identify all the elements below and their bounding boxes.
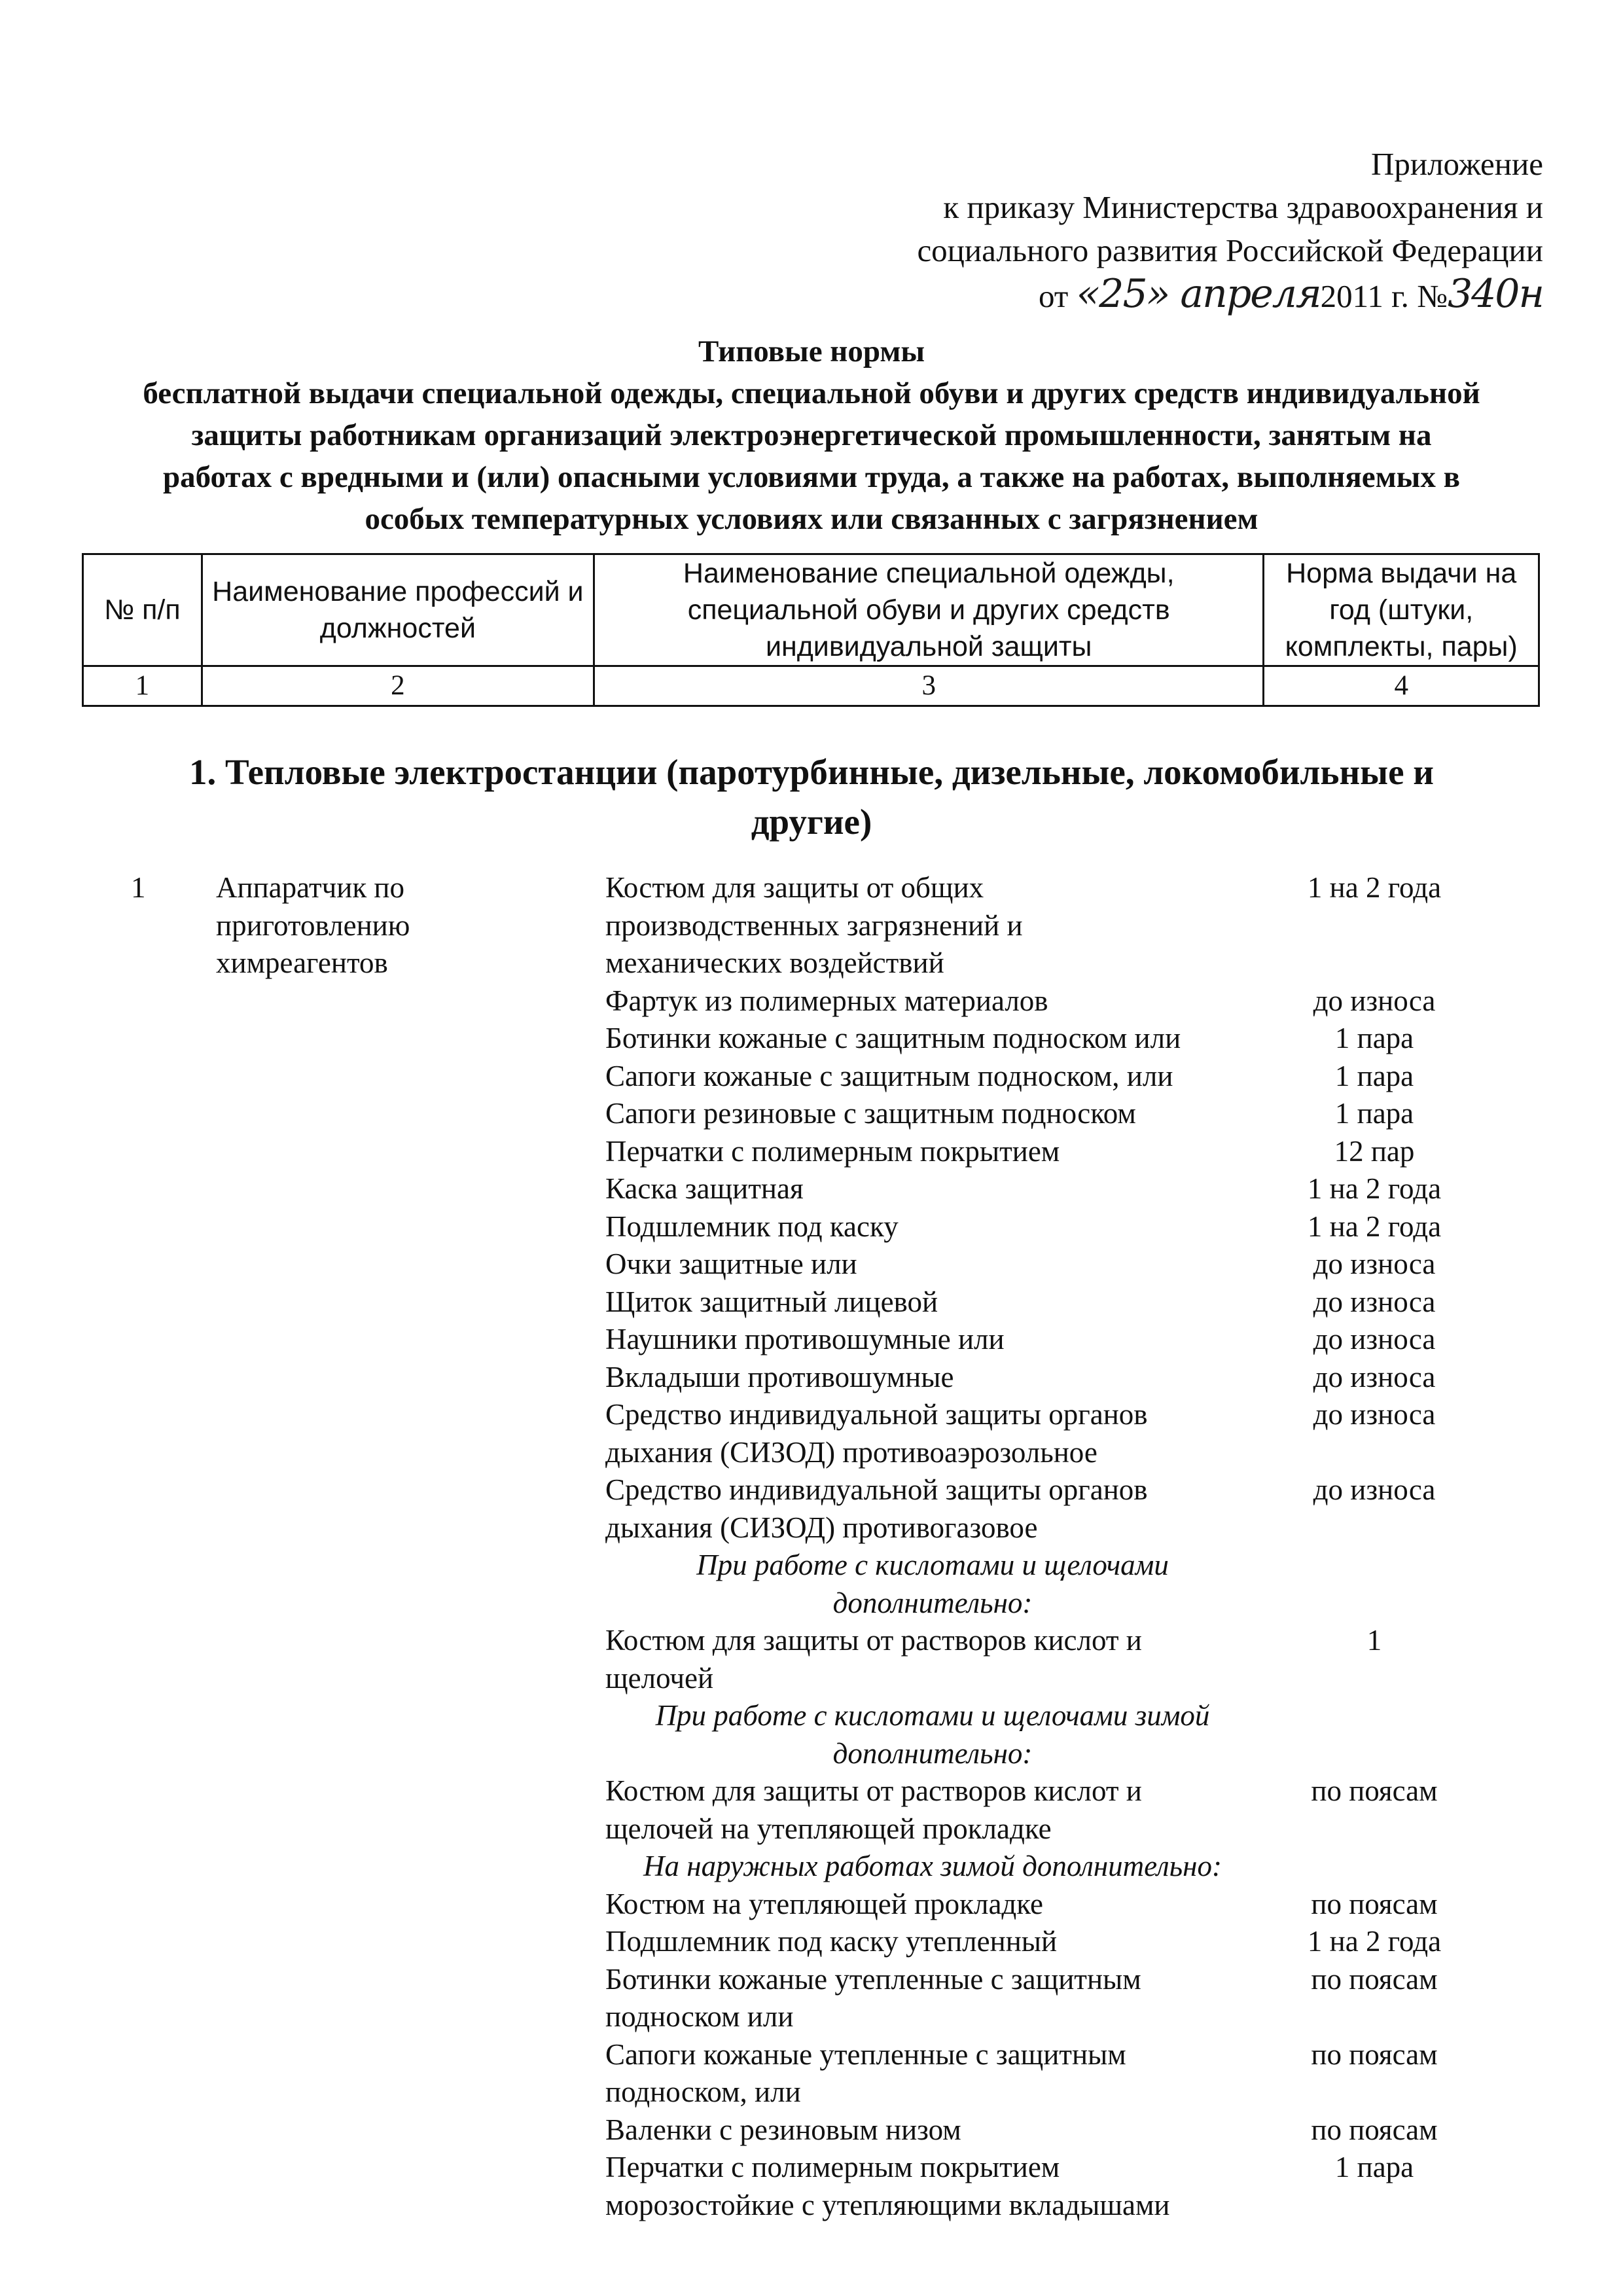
issue-norm: по поясам (1311, 1962, 1438, 1996)
issue-norm: 1 на 2 года (1307, 1925, 1442, 1958)
equipment-name-line: Перчатки с полимерным покрытием (605, 1134, 1060, 1168)
issue-norm: 1 пара (1334, 2151, 1414, 2183)
section-heading (85, 747, 1538, 847)
column-number: 4 (1264, 666, 1539, 706)
document-title (85, 331, 1538, 540)
equipment-name (605, 1095, 1260, 1133)
header-number: № п/п (83, 554, 202, 666)
equipment-name (605, 869, 1260, 982)
issue-norm: до износа (1313, 1247, 1436, 1280)
appendix-block (917, 143, 1543, 318)
equipment-item (605, 1359, 1489, 1397)
issue-norm: по поясам (1311, 1887, 1438, 1920)
column-number: 2 (202, 666, 594, 706)
equipment-name (605, 1886, 1260, 1924)
condition-note-line: При работе с кислотами и щелочами (696, 1549, 1169, 1581)
condition-note (605, 1697, 1260, 1772)
equipment-item (605, 1923, 1489, 1961)
equipment-name (605, 1208, 1260, 1246)
equipment-item (605, 1246, 1489, 1283)
equipment-item (605, 1886, 1489, 1924)
equipment-name (605, 1396, 1260, 1471)
equipment-name-line: Фартук из полимерных материалов (605, 984, 1048, 1017)
equipment-item (605, 1772, 1489, 1848)
number-prefix: № (1417, 278, 1448, 314)
condition-note (605, 1547, 1260, 1622)
equipment-item (605, 2149, 1489, 2224)
equipment-name-line: Костюм для защиты от растворов кислот и (605, 1624, 1142, 1657)
equipment-name-line: Костюм на утепляющей прокладке (605, 1887, 1044, 1920)
equipment-name-line: Средство индивидуальной защиты органов (605, 1473, 1148, 1506)
profession-line: химреагентов (216, 946, 388, 979)
order-date-line (917, 272, 1543, 318)
equipment-name (605, 1961, 1260, 2036)
equipment-item (605, 1020, 1489, 1058)
issue-norm: 1 на 2 года (1307, 871, 1442, 904)
profession-name (216, 869, 556, 982)
issue-norm: 1 пара (1334, 1022, 1414, 1054)
equipment-item (605, 1095, 1489, 1133)
equipment-name-line: щелочей на утепляющей прокладке (605, 1812, 1052, 1845)
date-prefix: от (1039, 278, 1069, 314)
issue-norm: до износа (1313, 1398, 1436, 1431)
equipment-name-line: Подшлемник под каску утепленный (605, 1925, 1058, 1958)
handwritten-order-number: 340н (1447, 271, 1543, 317)
handwritten-date: «25» апреля (1076, 271, 1321, 317)
issue-norm: 1 пара (1334, 1059, 1414, 1092)
issue-norm: до износа (1313, 1285, 1436, 1318)
equipment-name-line: Вкладыши противошумные (605, 1360, 954, 1393)
equipment-item (605, 1396, 1489, 1471)
appendix-order-ref: к приказу Министерства здравоохранения и (943, 189, 1543, 225)
issue-norm: по поясам (1311, 2113, 1438, 2146)
title-line-4: работах с вредными и (или) опасными условиями труда, а также на работах, выполняемых в (163, 460, 1460, 494)
equipment-list (605, 869, 1489, 2224)
issue-norm: 1 (1366, 1624, 1382, 1657)
equipment-name (605, 1359, 1260, 1397)
equipment-name (605, 1283, 1260, 1321)
appendix-ministry: социального развития Российской Федерации (917, 232, 1543, 268)
issue-norm: до износа (1313, 1473, 1436, 1506)
equipment-name-line: Каска защитная (605, 1172, 804, 1205)
equipment-name-line: дыхания (СИЗОД) противоаэрозольное (605, 1435, 1097, 1469)
issue-norm: до износа (1313, 984, 1436, 1017)
condition-note (605, 1848, 1260, 1886)
equipment-name-line: Перчатки с полимерным покрытием (605, 2151, 1060, 2183)
equipment-item (605, 2036, 1489, 2111)
equipment-name (605, 1471, 1260, 1547)
equipment-item (605, 1321, 1489, 1359)
equipment-name-line: Ботинки кожаные с защитным подноском или (605, 1022, 1181, 1054)
equipment-name (605, 1923, 1260, 1961)
equipment-name-line: Наушники противошумные или (605, 1323, 1005, 1355)
condition-note-line: дополнительно: (832, 1586, 1033, 1619)
equipment-item (605, 1170, 1489, 1208)
condition-note-line: дополнительно: (832, 1736, 1033, 1770)
issue-norm: 1 пара (1334, 1097, 1414, 1130)
equipment-item (605, 869, 1489, 982)
equipment-name (605, 1020, 1260, 1058)
title-line-3: защиты работникам организаций электроэнергетической промышленности, занятым на (191, 418, 1432, 452)
section-heading-line-1: 1. Тепловые электростанции (паротурбинные, дизельные, локомобильные и (189, 752, 1434, 792)
equipment-name (605, 2149, 1260, 2224)
title-line-2: бесплатной выдачи специальной одежды, специальной обуви и других средств индивидуальной (143, 376, 1480, 410)
equipment-name-line: Валенки с резиновым низом (605, 2113, 961, 2146)
equipment-name (605, 2036, 1260, 2111)
equipment-item (605, 2111, 1489, 2149)
equipment-item (605, 1961, 1489, 2036)
equipment-name-line: подноском, или (605, 2075, 801, 2108)
equipment-item (605, 1471, 1489, 1547)
equipment-name-line: дыхания (СИЗОД) противогазовое (605, 1511, 1038, 1544)
equipment-name-line: Щиток защитный лицевой (605, 1285, 938, 1318)
equipment-name-line: механических воздействий (605, 946, 944, 979)
equipment-name-line: производственных загрязнений и (605, 908, 1023, 942)
equipment-name-line: Костюм для защиты от растворов кислот и (605, 1774, 1142, 1807)
equipment-name-line: Сапоги кожаные утепленные с защитным (605, 2037, 1126, 2071)
header-equipment: Наименование специальной одежды, специальной обуви и других средств индивидуальной защиты (594, 554, 1264, 666)
equipment-item (605, 1058, 1489, 1096)
equipment-name (605, 1622, 1260, 1697)
column-number: 1 (83, 666, 202, 706)
equipment-name-line: Очки защитные или (605, 1247, 857, 1280)
equipment-name-line: Средство индивидуальной защиты органов (605, 1398, 1148, 1431)
appendix-label: Приложение (1371, 146, 1543, 182)
equipment-name-line: щелочей (605, 1661, 714, 1695)
equipment-name-line: Костюм для защиты от общих (605, 871, 984, 904)
issue-norm: до износа (1313, 1360, 1436, 1393)
equipment-name (605, 1772, 1260, 1848)
title-line-1: Типовые нормы (698, 334, 925, 368)
issue-norm: 1 на 2 года (1307, 1172, 1442, 1205)
equipment-name (605, 1133, 1260, 1171)
equipment-name-line: Подшлемник под каску (605, 1210, 899, 1243)
equipment-name-line: Ботинки кожаные утепленные с защитным (605, 1962, 1141, 1996)
issue-norm: 1 на 2 года (1307, 1210, 1442, 1243)
issue-norm: по поясам (1311, 2037, 1438, 2071)
header-profession: Наименование профессий и должностей (202, 554, 594, 666)
equipment-name (605, 1246, 1260, 1283)
equipment-item (605, 1283, 1489, 1321)
equipment-name (605, 1170, 1260, 1208)
equipment-item (605, 982, 1489, 1020)
column-number-row (83, 666, 1539, 706)
issue-norm: 12 пар (1334, 1134, 1415, 1168)
equipment-name-line: морозостойкие с утепляющими вкладышами (605, 2188, 1170, 2221)
issue-norm: до износа (1313, 1323, 1436, 1355)
equipment-name (605, 1321, 1260, 1359)
header-row (83, 554, 1539, 666)
equipment-item (605, 1133, 1489, 1171)
equipment-name-line: Сапоги резиновые с защитным подноском (605, 1097, 1136, 1130)
condition-note-line: На наружных работах зимой дополнительно: (643, 1850, 1222, 1882)
norms-header-table (82, 553, 1540, 707)
equipment-name (605, 1058, 1260, 1096)
column-number: 3 (594, 666, 1264, 706)
entry-number: 1 (131, 871, 146, 904)
issue-norm: по поясам (1311, 1774, 1438, 1807)
equipment-name-line: Сапоги кожаные с защитным подноском, или (605, 1059, 1173, 1092)
profession-line: Аппаратчик по (216, 871, 405, 904)
header-norm: Норма выдачи на год (штуки, комплекты, пары) (1264, 554, 1539, 666)
condition-note-line: При работе с кислотами и щелочами зимой (655, 1699, 1210, 1732)
equipment-name (605, 2111, 1260, 2149)
equipment-item (605, 1622, 1489, 1697)
profession-line: приготовлению (216, 908, 410, 942)
section-heading-line-2: другие) (751, 802, 872, 842)
equipment-item (605, 1208, 1489, 1246)
equipment-name (605, 982, 1260, 1020)
year-suffix: г. (1391, 278, 1409, 314)
title-line-5: особых температурных условиях или связанных с загрязнением (365, 502, 1258, 536)
order-year: 2011 (1320, 278, 1383, 314)
equipment-name-line: подноском или (605, 2000, 794, 2033)
